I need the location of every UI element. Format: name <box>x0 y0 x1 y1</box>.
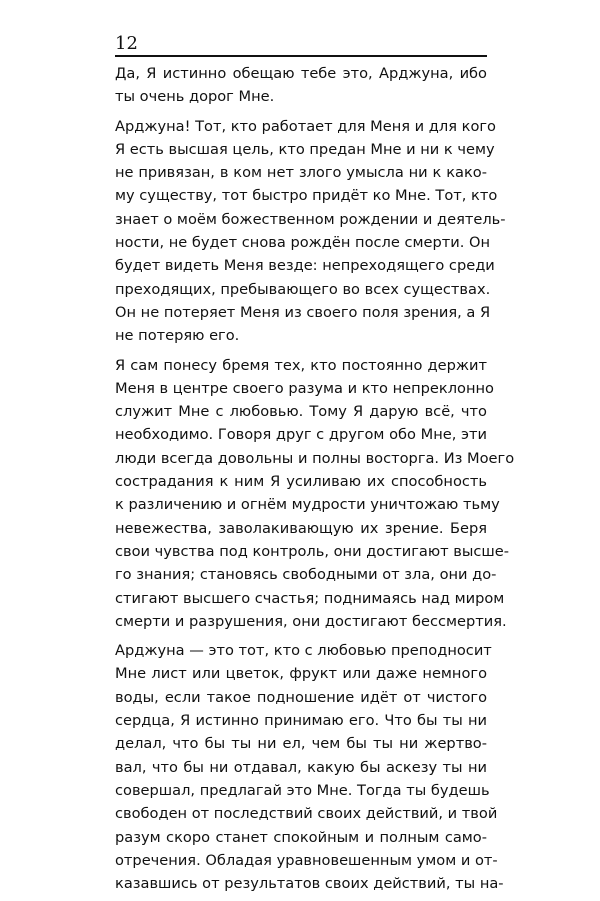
text-line: к различению и огнём мудрости уничтожаю тьму <box>115 496 500 514</box>
text-line: преходящих, пребывающего во всех существах. <box>115 280 491 298</box>
text-line: Арджуна — это тот, кто с любовью преподносит <box>115 642 492 660</box>
text-line: служит Мне с любовью. Тому Я дарую всё, что <box>115 403 487 421</box>
text-line: Я сам понесу бремя тех, кто постоянно держит <box>115 356 487 374</box>
text-line: го знания; становясь свободными от зла, они до- <box>115 566 497 584</box>
text-line: Арджуна! Тот, кто работает для Меня и для кого <box>115 117 496 135</box>
text-line: му существу, тот быстро придёт ко Мне. Тот, кто <box>115 187 498 205</box>
text-line: Я есть высшая цель, кто предан Мне и ни к чему <box>115 140 495 158</box>
text-line: делал, что бы ты ни ел, чем бы ты ни жертво- <box>115 735 487 753</box>
page-number: 12 <box>115 33 138 54</box>
page-body <box>115 62 515 901</box>
text-line: Мне лист или цветок, фрукт или даже немного <box>115 665 487 683</box>
text-line: воды, если такое подношение идёт от чистого <box>115 688 487 706</box>
text-line: вал, что бы ни отдавал, какую бы аскезу ты ни <box>115 758 487 776</box>
text-line: совершал, предлагай это Мне. Тогда ты будешь <box>115 781 490 799</box>
text-line: будет видеть Меня везде: непреходящего среди <box>115 257 495 275</box>
text-line: знает о моём божественном рождении и деятель- <box>115 210 506 228</box>
text-line: отречения. Обладая уравновешенным умом и от- <box>115 851 498 869</box>
text-line: смерти и разрушения, они достигают бессмертия. <box>115 612 507 630</box>
text-line: ты очень дорог Мне. <box>115 88 275 106</box>
text-line: не привязан, в ком нет злого умысла ни к како- <box>115 164 487 182</box>
text-line: стигают высшего счастья; поднимаясь над миром <box>115 589 505 607</box>
paragraph-1 <box>115 62 487 109</box>
paragraph-3 <box>115 354 515 634</box>
paragraph-4 <box>115 639 504 895</box>
text-line: ности, не будет снова рождён после смерти. Он <box>115 234 491 252</box>
text-line: казавшись от результатов своих действий, ты на- <box>115 875 504 893</box>
text-line: люди всегда довольны и полны восторга. Из Моего <box>115 449 515 467</box>
text-line: сострадания к ним Я усиливаю их способность <box>115 473 487 491</box>
text-line: необходимо. Говоря друг с другом обо Мне, эти <box>115 426 487 444</box>
text-line: Он не потеряет Меня из своего поля зрения, а Я <box>115 303 491 321</box>
text-line: Да, Я истинно обещаю тебе это, Арджуна, ибо <box>115 65 487 82</box>
header-rule <box>115 55 487 57</box>
text-line: свои чувства под контроль, они достигают высше- <box>115 542 510 560</box>
text-line: невежества, заволакивающую их зрение. Беря <box>115 519 487 537</box>
text-line: свободен от последствий своих действий, и твой <box>115 805 498 823</box>
text-line: не потеряю его. <box>115 327 240 345</box>
text-line: Меня в центре своего разума и кто непреклонно <box>115 379 494 397</box>
paragraph-2 <box>115 115 506 348</box>
text-line: разум скоро станет спокойным и полным само- <box>115 828 487 846</box>
text-line: сердца, Я истинно принимаю его. Что бы ты ни <box>115 712 487 730</box>
